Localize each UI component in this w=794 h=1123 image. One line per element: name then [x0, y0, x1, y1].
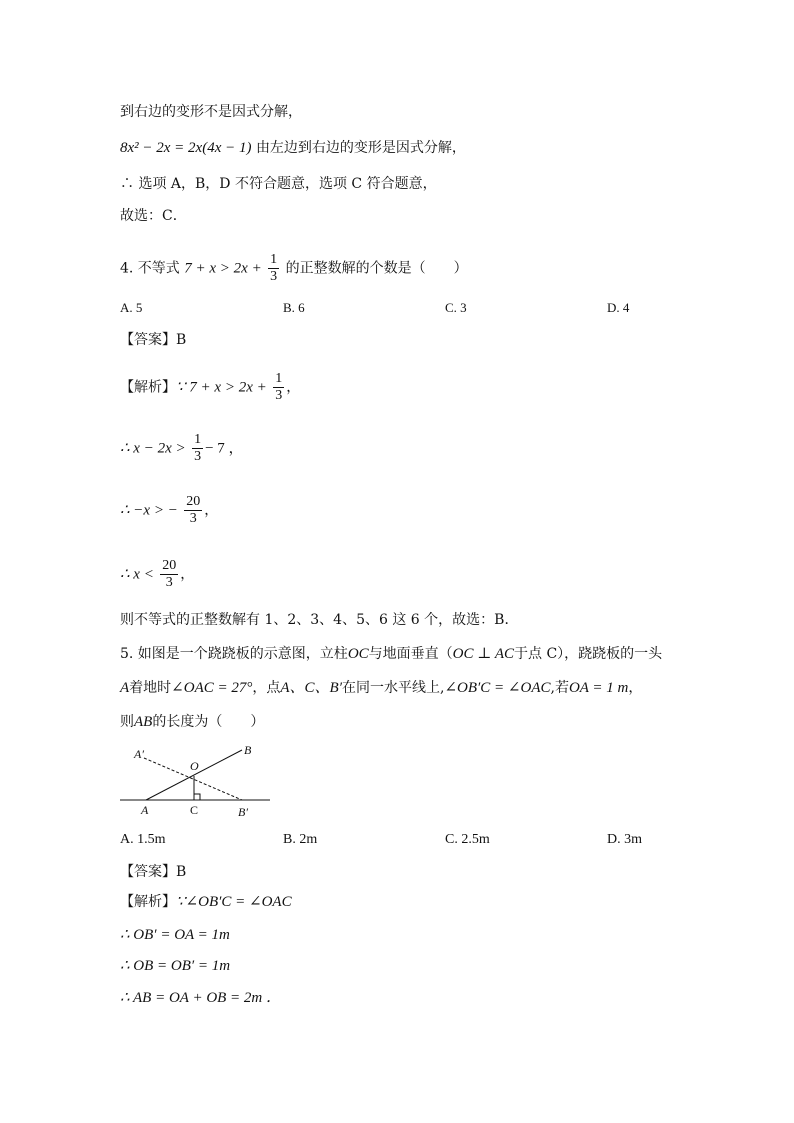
q5-question-line-3 — [120, 712, 264, 732]
fraction-numerator: 20 — [186, 494, 201, 509]
step-expression: ∴ −x > − — [120, 502, 178, 519]
fraction-denominator: 3 — [275, 388, 283, 403]
q5-text: ,若 — [550, 680, 569, 696]
q5-text: 的长度为（ ） — [152, 714, 265, 730]
q3-line-3: ∴ 选项 A，B，D 不符合题意，选项 C 符合题意， — [120, 176, 437, 192]
label-b-prime: B′ — [238, 805, 248, 819]
q5-text: 着地时 — [129, 680, 172, 696]
fraction-numerator: 20 — [162, 558, 177, 573]
math-ab: AB — [134, 714, 153, 730]
q5-analysis-label: 【解析】 — [120, 894, 176, 910]
q4-conclusion: 则不等式的正整数解有 1、2、3、4、5、6 这 6 个，故选：B． — [120, 612, 519, 628]
step-expression: ∴ x − 2x > — [120, 440, 186, 457]
fraction-denominator: 3 — [194, 449, 202, 464]
q5-text: 于点 C），跷跷板的一头 — [514, 646, 663, 662]
label-c: C — [190, 803, 199, 817]
fraction-denominator: 3 — [189, 511, 197, 526]
math-a: A — [120, 680, 130, 696]
q5-step-3: ∴ OB = OB′ = 1m — [120, 958, 231, 974]
step-end: ， — [204, 502, 219, 519]
math-angle: ∠OAC = 27° — [171, 680, 253, 696]
q4-step-2 — [120, 432, 244, 465]
q3-line-2-text: 由左边到右边的变形是因式分解， — [255, 140, 466, 156]
q4-analysis-label: 【解析】 — [120, 379, 176, 396]
step-expression: ∵ 7 + x > 2x + — [176, 379, 267, 396]
math-angle: ∠OB′C = ∠OAC — [444, 680, 551, 696]
q5-option-c: C. 2.5m — [445, 832, 490, 847]
math-oa: OA = 1 m — [568, 680, 629, 696]
label-o: O — [190, 759, 199, 773]
step-end: ， — [286, 379, 301, 396]
q4-suffix: 的正整数解的个数是（ ） — [285, 260, 468, 277]
q5-option-d: D. 3m — [607, 832, 642, 847]
fraction-numerator: 1 — [275, 371, 283, 386]
factorization-expression: 8x² − 2x = 2x(4x − 1) — [120, 140, 252, 156]
right-angle-mark — [194, 794, 200, 800]
q4-step-1 — [120, 371, 300, 404]
math-points: A、C、B′ — [280, 680, 342, 696]
q4-option-c: C. 3 — [445, 300, 467, 315]
q3-line-4: 故选：C． — [120, 208, 187, 224]
q5-option-b: B. 2m — [283, 832, 318, 847]
q3-line-2 — [120, 138, 466, 158]
fraction-numerator: 1 — [194, 432, 202, 447]
q5-text: 则 — [120, 714, 134, 730]
q5-step-2: ∴ OB′ = OA = 1m — [120, 927, 230, 943]
q4-option-b: B. 6 — [283, 300, 305, 315]
step-end: ， — [180, 566, 195, 583]
step-end: − 7 ， — [205, 440, 244, 457]
step-fraction — [160, 558, 178, 591]
q5-question-line-1 — [120, 644, 662, 664]
q5-text: ，点 — [252, 680, 281, 696]
q4-expression: 7 + x > 2x + — [184, 260, 262, 277]
q5-step-4: ∴ AB = OA + OB = 2m ． — [120, 990, 282, 1006]
q4-fraction — [268, 252, 279, 285]
step-fraction — [184, 494, 202, 527]
seesaw-diagram — [114, 740, 278, 822]
q4-option-a: A. 5 — [120, 300, 143, 315]
step-expression: ∴ x < — [120, 566, 154, 583]
math-oc: OC — [347, 646, 369, 662]
fraction-denominator: 3 — [270, 269, 278, 284]
fraction-denominator: 3 — [165, 575, 173, 590]
q3-line-1: 到右边的变形不是因式分解， — [120, 104, 302, 120]
q4-step-4 — [120, 558, 194, 591]
q5-text: 在同一水平线上, — [342, 680, 445, 696]
q5-text: 5. 如图是一个跷跷板的示意图，立柱 — [120, 646, 348, 662]
q4-prefix: 4. 不等式 — [120, 260, 180, 277]
step-fraction — [273, 371, 284, 404]
q5-answer: 【答案】B — [120, 864, 187, 880]
label-b: B — [244, 743, 252, 757]
q4-option-d: D. 4 — [607, 300, 630, 315]
label-a: A — [141, 803, 149, 817]
fraction-numerator: 1 — [270, 252, 278, 267]
step-fraction — [192, 432, 203, 465]
step-expression: ∵∠OB′C = ∠OAC — [176, 894, 292, 910]
q4-answer: 【答案】B — [120, 332, 187, 348]
q5-option-a: A. 1.5m — [120, 832, 166, 847]
q4-step-3 — [120, 494, 218, 527]
math-perpendicular: OC ⊥ AC — [452, 646, 514, 662]
q5-question-line-2 — [120, 678, 642, 698]
q5-text: ， — [628, 680, 643, 696]
q5-step-1 — [120, 892, 292, 912]
q5-text: 与地面垂直（ — [368, 646, 453, 662]
label-a-prime: A′ — [134, 747, 144, 761]
q4-question — [120, 252, 468, 285]
